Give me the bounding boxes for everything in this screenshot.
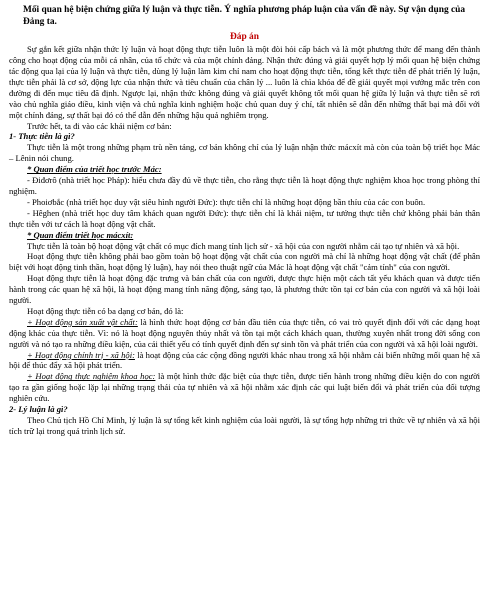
section-2-paragraph: Theo Chủ tịch Hồ Chí Minh, lý luận là sự tổng kết kinh nghiệm của loài người, là sự tổng hợp những tri thức về tự nhiên và xã hội tích trữ lại trong quá trình lịch sử. bbox=[9, 415, 480, 436]
hegel-paragraph: - Hêghen (nhà triết học duy tâm khách quan người Đức): thực tiễn chỉ là khái niệm, tư tưởng thực tiễn chứ không phải bản thân thực tiễn với tư cách là hoạt động vật chất. bbox=[9, 207, 480, 229]
form-scientific-lead: + Hoạt động thực nghiệm khoa học: bbox=[27, 371, 156, 382]
form-production-lead: + Hoạt động sản xuất vật chất: bbox=[27, 316, 138, 327]
form-political-text: là hoạt động của các cộng đồng người khác nhau trong xã hội nhằm cải biến những mối quan hệ xã hội để thúc đẩy xã hội phát triển. bbox=[9, 349, 481, 371]
before-marx-heading: * Quan điểm của triết học trước Mác: bbox=[27, 164, 162, 175]
form-political-lead: + Hoạt động chính trị - xã hội: bbox=[27, 349, 135, 360]
feuerbach-paragraph: - Phoiơbắc (nhà triết học duy vật siêu hình người Đức): thực tiễn chỉ là những hoạt động bần thỉu của các con buôn. bbox=[27, 196, 426, 207]
marxist-paragraph-3: Hoạt động thực tiễn là hoạt động đặc trưng và bản chất của con người, được thực hiện một cách tất yếu khách quan và được tiến hành trong các quan hệ xã hội, là hoạt động mang tính năng động, sáng tạo, là phương thức tồn tại cơ bản của con người và xã hội loài người. bbox=[9, 273, 480, 306]
intro-paragraph: Sự gắn kết giữa nhận thức lý luận và hoạt động thực tiễn luôn là một đòi hỏi cấp bách và là một phương thức để mang đến thành công cho hoạt động của mỗi cá nhân, của tổ chức và của một chính đảng. Nhận thức đúng và giải quyết hợp lý mối quan hệ biện chứng tác động qua lại của lý luận và thực tiễn, dùng lý luận làm kim chỉ nam cho hoạt động thực tiễn, tổng kết thực tiễn để phát triển lý luận, thực tiễn phải là cơ sở, động lực của nhận thức và tiêu chuẩn của chân lý ... luôn là chìa khóa để đề giải quyết mọi vướng mắc trên con đường đi đến mục tiêu đã định. Ngược lại, nhận thức không đúng và giải quyết không tốt mối quan hệ giữa lý luận và thực tiễn sẽ rơi vào chủ nghĩa giáo điều, kinh viện và chủ nghĩa kinh nghiệm hoặc chủ quan duy ý chí, tất nhiên sẽ dẫn đến những thất bại mà đối với một chính đảng, sự thất bại đó có thể dẫn đến những hậu quả nghiêm trọng. bbox=[9, 44, 480, 120]
section-2-heading: 2- Lý luận là gì? bbox=[9, 404, 68, 415]
diderot-paragraph: - Điđơrô (nhà triết học Pháp): hiểu chưa đầy đủ về thực tiễn, cho rằng thực tiễn là hoạt động thực nghiệm khoa học trong phòng thí nghiệm. bbox=[9, 175, 480, 196]
form-scientific-text: là một hình thức đặc biệt của thực tiễn, được tiến hành trong những điều kiện do con người tạo ra gần giống hoặc lặp lại những trạng thái của tự nhiên và xã hội nhằm xác định các qui luật biến đổi và phát triển của đối tượng nghiên cứu. bbox=[9, 371, 480, 404]
document-title: Mối quan hệ biện chứng giữa lý luận và thực tiễn. Ý nghĩa phương pháp luận của vấn đề này. Sự vận dụng của Đảng ta. bbox=[23, 5, 466, 27]
section-1-paragraph: Thực tiễn là một trong những phạm trù nền tảng, cơ bản không chỉ của lý luận nhận thức mácxít mà còn của toàn bộ triết học Mác – Lênin nói chung. bbox=[9, 142, 480, 164]
section-1-heading: 1- Thực tiễn là gì? bbox=[9, 131, 75, 142]
form-scientific bbox=[9, 371, 480, 404]
marxist-paragraph-2: Hoạt động thực tiễn không phải bao gồm toàn bộ hoạt động vật chất của con người mà chỉ là những hoạt động vật chất (để phân biệt với hoạt động tinh thần, hoạt động lý luận), hay nói theo thuật ngữ của Mác là hoạt động vật chất "cảm tính" của con người. bbox=[9, 251, 480, 273]
forms-lead: Hoạt động thực tiễn có ba dạng cơ bản, đó là: bbox=[27, 305, 184, 316]
intro-lead: Trước hết, ta đi vào các khái niệm cơ bản: bbox=[27, 120, 172, 131]
answer-heading: Đáp án bbox=[230, 32, 259, 43]
marxist-definition: Thực tiễn là toàn bộ hoạt động vật chất có mục đích mang tính lịch sử - xã hội của con người nhằm cải tạo tự nhiên và xã hội. bbox=[27, 240, 460, 251]
form-production bbox=[9, 317, 480, 350]
marxist-heading: * Quan điểm triết học mácxít: bbox=[27, 229, 134, 240]
form-political bbox=[9, 350, 480, 372]
form-production-text: là hình thức hoạt động cơ bản đầu tiên của thực tiễn, có vai trò quyết định đối với các dạng hoạt động khác của thực tiễn. Vì: nó là hoạt động nguyên thủy nhất và tồn tại một cách khách quan, thường xuyên nhất trong đời sống con người và nó tạo ra những điều kiện, của cải thiết yếu có tính quyết định đến sự sinh tồn và phát triển của con người và xã hội loài người. bbox=[9, 316, 480, 349]
